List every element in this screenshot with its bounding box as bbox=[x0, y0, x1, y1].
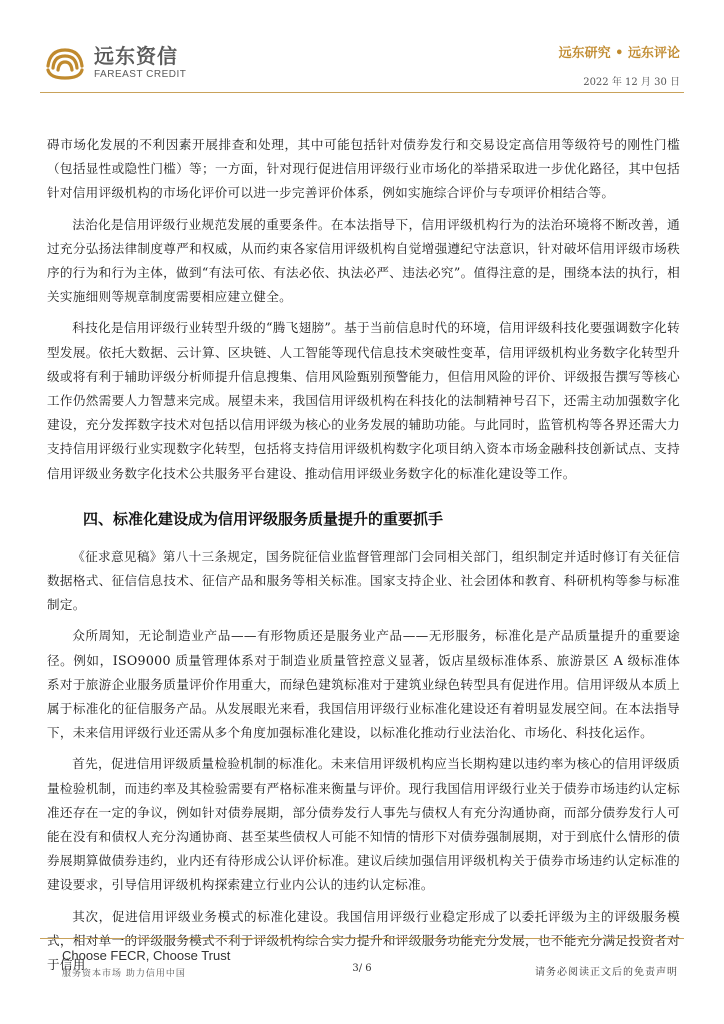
disclaimer-notice: 请务必阅读正文后的免责声明 bbox=[535, 967, 678, 978]
fareast-logo-icon bbox=[42, 44, 88, 82]
document-body bbox=[47, 133, 680, 984]
paragraph: 法治化是信用评级行业规范发展的重要条件。在本法指导下，信用评级机构行为的法治环境将不断改善，通过充分弘扬法律制度尊严和权威，从而约束各家信用评级机构自觉增强遵纪守法意识，针对破坏信用评级市场秩序的行为和行为主体，做到“有法可依、有法必依、执法必严、违法必究”。值得注意的是，围绕本法的执行，相关实施细则等规章制度需要相应建立健全。 bbox=[47, 216, 680, 305]
footer-tagline: 服务资本市场 助力信用中国 bbox=[62, 969, 186, 979]
report-series: 远东研究 • 远东评论 bbox=[558, 46, 680, 61]
footer-divider bbox=[40, 938, 684, 939]
page-header bbox=[0, 0, 724, 100]
section-heading: 四、标准化建设成为信用评级服务质量提升的重要抓手 bbox=[83, 509, 444, 528]
paragraph: 首先，促进信用评级质量检验机制的标准化。未来信用评级机构应当长期构建以违约率为核心的信用评级质量检验机制，而违约率及其检验需要有严格标准来衡量与评价。现行我国信用评级行业关于债券市场违约认定标准还存在一定的争议，例如针对债券展期，部分债券发行人事先与债权人有充分沟通协商，而部分债券发行人可能在没有和债权人充分沟通协商、甚至某些债权人可能不知情的情形下对债券强制展期，对于到底什么情形的债券展期算做债券违约，业内还有待形成公认评价标准。建议后续加强信用评级机构关于债券市场违约认定标准的建设要求，引导信用评级机构探索建立行业内公认的违约认定标准。 bbox=[47, 756, 680, 893]
footer-slogan: Choose FECR, Choose Trust bbox=[62, 948, 231, 963]
company-logo bbox=[42, 44, 186, 82]
page-number: 3/ 6 bbox=[352, 963, 372, 974]
page-footer bbox=[0, 930, 724, 1024]
paragraph: 碍市场化发展的不利因素开展排查和处理，其中可能包括针对债券发行和交易设定高信用等级符号的刚性门槛（包括显性或隐性门槛）等；一方面，针对现行促进信用评级行业市场化的举措采取进一步优化路径，其中包括针对信用评级机构的市场化评价可以进一步完善评价体系，例如实施综合评价与专项评价相结合等。 bbox=[47, 137, 680, 201]
header-divider bbox=[40, 92, 684, 93]
logo-english-name: FAREAST CREDIT bbox=[94, 69, 187, 80]
paragraph: 其次，促进信用评级业务模式的标准化建设。我国信用评级行业稳定形成了以委托评级为主的评级服务模式，相对单一的评级服务模式不利于评级机构综合实力提升和评级服务功能充分发展，也不能充分满足投资者对于信用 bbox=[47, 908, 680, 973]
report-date: 2022 年 12 月 30 日 bbox=[583, 77, 680, 88]
paragraph: 《征求意见稿》第八十三条规定，国务院征信业监督管理部门会同相关部门，组织制定并适时修订有关征信数据格式、征信信息技术、征信产品和服务等相关标准。国家支持企业、社会团体和教育、科研机构等参与标准制定。 bbox=[47, 548, 680, 613]
logo-chinese-name: 远东资信 bbox=[94, 44, 178, 68]
paragraph: 众所周知，无论制造业产品——有形物质还是服务业产品——无形服务，标准化是产品质量提升的重要途径。例如，ISO9000 质量管理体系对于制造业质量管控意义显著，饭店星级标准体系、旅游景区 A 级标准体系对于旅游企业服务质量评价作用重大，而绿色建筑标准对于建筑业绿色转型具有促进作用。信用评级从本质上属于标准化的征信服务产品。从发展眼光来看，我国信用评级行业标准化建设还有着明显发展空间。在本法指导下，未来信用评级行业还需从多个角度加强标准化建设，以标准化推动行业法治化、市场化、科技化运作。 bbox=[47, 628, 680, 741]
paragraph: 科技化是信用评级行业转型升级的“腾飞翅膀”。基于当前信息时代的环境，信用评级科技化要强调数字化转型发展。依托大数据、云计算、区块链、人工智能等现代信息技术突破性变革，信用评级机构业务数字化转型升级或将有利于辅助评级分析师提升信息搜集、信用风险甄别预警能力，但信用风险的评价、评级报告撰写等核心工作仍然需要人力智慧来完成。展望未来，我国信用评级机构在科技化的法制精神号召下，还需主动加强数字化建设，充分发挥数字技术对包括以信用评级为核心的业务发展的辅助功能。与此同时，监管机构等各界还需大力支持信用评级行业实现数字化转型，包括将支持信用评级机构数字化项目纳入资本市场金融科技创新试点、支持信用评级业务数字化技术公共服务平台建设、推动信用评级业务数字化的标准化建设等工作。 bbox=[47, 320, 680, 481]
